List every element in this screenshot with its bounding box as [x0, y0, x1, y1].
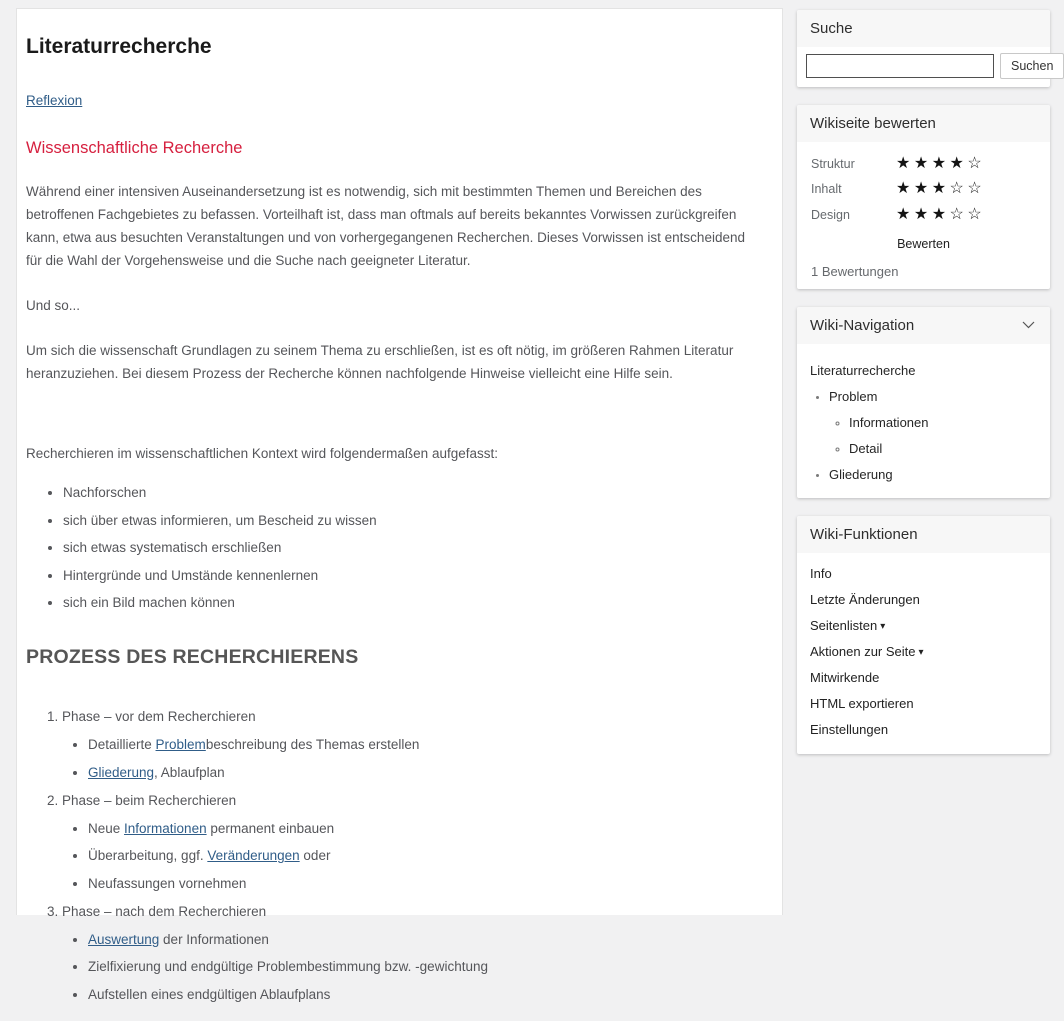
navigation-panel [797, 307, 1050, 498]
nav-list [810, 389, 1036, 482]
navigation-body [797, 344, 1050, 498]
list-item [88, 955, 762, 978]
star-icon[interactable]: ☆ [949, 205, 968, 223]
phase-label: Phase – beim Recherchieren [62, 792, 237, 808]
list-item: • sich etwas systematisch erschließen [63, 536, 762, 559]
star-rating-inhalt[interactable] [896, 181, 985, 197]
list-item: • Hintergründe und Umstände kennenlernen [63, 564, 762, 587]
informationen-link[interactable]: Informationen [124, 820, 207, 836]
star-icon[interactable]: ☆ [967, 180, 986, 198]
text-segment: permanent einbauen [206, 820, 335, 836]
text-segment: Überarbeitung, ggf. [88, 848, 208, 863]
text-segment: oder [299, 848, 331, 863]
phase-item [62, 900, 762, 1006]
process-heading: PROZESS DES RECHERCHIERENS [26, 646, 359, 668]
paragraph: Und so... [26, 298, 81, 313]
nav-item-detail[interactable] [849, 441, 1036, 456]
nav-item-literaturrecherche[interactable]: Literaturrecherche [810, 362, 916, 378]
text-segment: Neue [88, 820, 125, 836]
sidebar [797, 10, 1054, 772]
list-item [88, 928, 762, 951]
search-panel [797, 10, 1054, 87]
text-segment: Aufstellen eines endgültigen Ablaufplans [88, 986, 331, 1002]
nav-item-label: Detail [849, 440, 883, 456]
functions-body [797, 553, 1050, 754]
star-icon[interactable]: ★ [896, 154, 914, 172]
rating-row [811, 151, 1036, 177]
nav-item-gliederung[interactable] [829, 467, 1036, 482]
star-icon[interactable]: ★ [896, 205, 914, 223]
phase-item [62, 789, 762, 895]
rating-row [811, 202, 1036, 228]
chevron-down-icon[interactable] [1020, 319, 1036, 331]
star-rating-design[interactable] [896, 207, 985, 223]
search-form [797, 47, 1054, 87]
star-icon[interactable]: ★ [931, 154, 950, 172]
rating-count: 1 Bewertungen [811, 263, 899, 279]
nav-item-label: Gliederung [829, 466, 893, 482]
text-segment: Neufassungen vornehmen [88, 875, 247, 891]
list-item [88, 983, 762, 1006]
rating-row [811, 177, 1036, 203]
star-icon[interactable]: ★ [949, 154, 968, 172]
list-item: • sich über etwas informieren, um Bescheid zu wissen [63, 509, 762, 532]
function-item-seitenlisten[interactable] [810, 613, 1036, 639]
rating-body [797, 142, 1050, 289]
rating-panel [797, 105, 1050, 289]
page-title: Literaturrecherche [26, 35, 212, 58]
auswertung-link[interactable]: Auswertung [88, 931, 160, 947]
nav-item-label: Problem [829, 388, 878, 404]
gliederung-link[interactable]: Gliederung [88, 764, 155, 780]
list-item [88, 761, 762, 784]
navigation-panel-title: Wiki-Navigation [810, 316, 915, 334]
search-input[interactable] [806, 54, 994, 78]
navigation-panel-header [797, 307, 1050, 344]
nav-item-label: Informationen [849, 414, 929, 430]
text-segment: Zielfixierung und endgültige Problembestimmung bzw. -gewichtung [88, 959, 488, 974]
function-item-aktionen-zur-seite[interactable] [810, 639, 1036, 665]
rating-label: Design [811, 207, 850, 222]
function-item-info[interactable] [810, 561, 1036, 587]
search-panel-header [797, 10, 1050, 47]
nav-item-problem[interactable] [829, 389, 1036, 456]
star-icon[interactable]: ☆ [967, 154, 986, 172]
list-item: • sich ein Bild machen können [63, 591, 762, 614]
caret-down-icon: ▾ [880, 621, 886, 632]
function-item-label: Info [810, 566, 832, 581]
functions-panel [797, 516, 1050, 754]
list-item [88, 733, 762, 756]
function-item-mitwirkende[interactable] [810, 665, 1036, 691]
rating-panel-title: Wikiseite bewerten [810, 115, 936, 132]
star-icon[interactable]: ★ [896, 180, 914, 198]
star-icon[interactable]: ☆ [949, 180, 968, 198]
rate-button[interactable]: Bewerten [897, 236, 950, 251]
function-item-label: Aktionen zur Seite [810, 644, 916, 659]
search-panel-title: Suche [810, 20, 853, 37]
phase-sublist [62, 928, 762, 1006]
text-segment: Detaillierte [88, 737, 156, 752]
nav-sublist [829, 415, 1036, 456]
list-item: • Nachforschen [63, 481, 762, 504]
star-icon[interactable]: ★ [931, 205, 950, 223]
caret-down-icon: ▾ [918, 647, 924, 658]
star-icon[interactable]: ★ [913, 205, 932, 223]
function-item-label: Mitwirkende [810, 670, 880, 685]
function-item-einstellungen[interactable] [810, 717, 1036, 743]
list-item [88, 844, 762, 867]
text-segment: der Informationen [159, 931, 269, 947]
star-icon[interactable]: ★ [913, 154, 932, 172]
rating-panel-header [797, 105, 1050, 142]
function-item-label: Einstellungen [810, 722, 889, 737]
function-item-label: Seitenlisten [810, 618, 878, 633]
phase-item [62, 705, 762, 784]
list-item [88, 872, 762, 895]
paragraph [26, 89, 762, 112]
phase-sublist [62, 733, 762, 784]
phase-list [26, 705, 762, 1006]
list-item [88, 817, 762, 840]
reflexion-link[interactable]: Reflexion [26, 93, 83, 108]
star-icon[interactable]: ☆ [967, 205, 986, 223]
functions-panel-header [797, 516, 1050, 553]
text-segment: , Ablaufplan [154, 764, 225, 780]
main-content-card [16, 8, 783, 1002]
rating-label: Struktur [811, 156, 855, 171]
phase-label: Phase – nach dem Recherchieren [62, 903, 267, 919]
star-icon[interactable]: ★ [931, 180, 950, 198]
paragraph: Recherchieren im wissenschaftlichen Kontext wird folgendermaßen aufgefasst: [26, 446, 498, 461]
paragraph: Während einer intensiven Auseinandersetzung ist es notwendig, sich mit bestimmten Themen und Bereichen des betroffenen Fachgebietes zu befassen. Vorteilhaft ist, dass man oftmals auf bereits bekanntes Vorwissen zurückgreifen kann, etwa aus besuchten Veranstaltungen und von vorhergegangenen Recherchen. Dieses Vorwissen ist entscheidend für die Wahl der Vorgehensweise und die Suche nach geeigneter Literatur. [26, 184, 745, 268]
definition-list [26, 481, 762, 614]
text-segment: beschreibung des Themas erstellen [205, 737, 420, 752]
search-button[interactable]: Suchen [1000, 53, 1064, 79]
functions-panel-title: Wiki-Funktionen [810, 525, 918, 543]
nav-item-informationen[interactable] [849, 415, 1036, 430]
function-item-html-exportieren[interactable] [810, 691, 1036, 717]
section-heading: Wissenschaftliche Recherche [26, 139, 243, 157]
star-rating-struktur[interactable] [896, 156, 985, 172]
phase-sublist [62, 817, 762, 895]
problem-link[interactable]: Problem [155, 737, 206, 752]
article [17, 9, 782, 1021]
function-item-label: HTML exportieren [810, 696, 914, 711]
veraenderungen-link[interactable]: Veränderungen [207, 848, 300, 863]
function-item-letzte-aenderungen[interactable] [810, 587, 1036, 613]
function-item-label: Letzte Änderungen [810, 592, 920, 607]
rating-label: Inhalt [811, 182, 842, 197]
phase-label: Phase – vor dem Recherchieren [62, 709, 256, 724]
paragraph: Um sich die wissenschaft Grundlagen zu seinem Thema zu erschließen, ist es oft nötig, im größeren Rahmen Literatur heranzuziehen. Bei diesem Prozess der Recherche können nachfolgende Hinweise vielleicht eine Hilfe sein. [26, 343, 734, 381]
star-icon[interactable]: ★ [913, 180, 932, 198]
